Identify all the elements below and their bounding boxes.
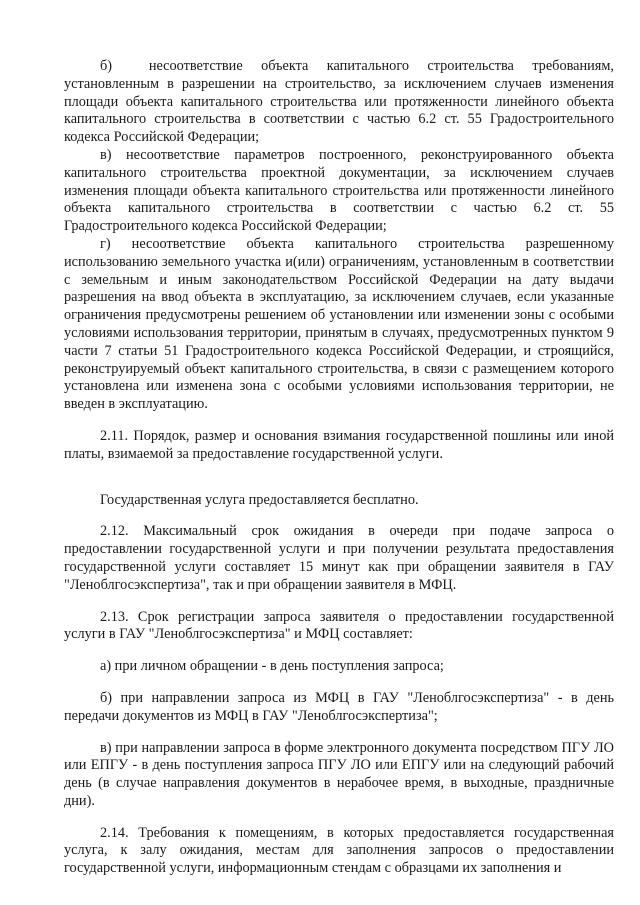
section-2-11-heading: 2.11. Порядок, размер и основания взимания государственной пошлины или иной платы, взимаемой за предоставление государственной услуги. — [64, 427, 614, 462]
section-2-13: 2.13. Срок регистрации запроса заявителя о предоставлении государственной услуги в ГАУ "Леноблгосэкспертиза" и МФЦ составляет: — [64, 608, 614, 643]
section-2-12: 2.12. Максимальный срок ожидания в очереди при подаче запроса о предоставлении государственной услуги и при получении результата предоставления государственной услуги составляет 15 минут как при обращении заявителя в ГАУ "Леноблгосэкспертиза", так и при обращении заявителя в МФЦ. — [64, 523, 614, 593]
paragraph-item-b: б) несоответствие объекта капитального строительства требованиям, установленным в разрешении на строительство, за исключением случаев изменения площади объекта капитального строительства или протяженности линейного объекта капитального строительства в соответствии с частью 6.2 ст. 55 Градостроительного кодекса Российской Федерации; — [64, 58, 614, 146]
section-2-13-item-a: а) при личном обращении - в день поступления запроса; — [100, 658, 444, 675]
paragraph-item-v: в) несоответствие параметров построенного, реконструированного объекта капитального строительства проектной документации, за исключением случаев изменения площади объекта капитального строительства или протяженности линейного объекта капитального строительства в соответствии с частью 6.2 ст. 55 Градостроительного кодекса Российской Федерации; — [64, 146, 614, 235]
paragraph-item-g: г) несоответствие объекта капитального строительства разрешенному использованию земельного участка и(или) ограничениям, установленным в соответствии с земельным и иным законодательством Российской Федерации на дату выдачи разрешения на ввод объекта в эксплуатацию, за исключением случаев, если указанные ограничения предусмотрены решением об установлении или изменении зоны с особыми условиями использования территории, принятым в случаях, предусмотренных пунктом 9 части 7 статьи 51 Градостроительного кодекса Российской Федерации, и строящийся, реконструируемый объект капитального строительства, в связи с размещением которого установлена или изменена зона с особыми условиями использования территории, не введен в эксплуатацию. — [64, 235, 614, 413]
section-2-13-item-b: б) при направлении запроса из МФЦ в ГАУ "Леноблгосэкспертиза" - в день передачи документов из МФЦ в ГАУ "Леноблгосэкспертиза"; — [64, 689, 614, 724]
section-2-14: 2.14. Требования к помещениям, в которых предоставляется государственная услуга, к залу ожидания, местам для заполнения запросов о предоставлении государственной услуги, информационным стендам с образцами их заполнения и — [64, 824, 614, 877]
section-2-13-item-v: в) при направлении запроса в форме электронного документа посредством ПГУ ЛО или ЕПГУ - в день поступления запроса ПГУ ЛО или ЕПГУ или на следующий рабочий день (в случае направления документов в нерабочее время, в выходные, праздничные дни). — [64, 739, 614, 809]
section-2-11-body: Государственная услуга предоставляется бесплатно. — [100, 491, 419, 508]
